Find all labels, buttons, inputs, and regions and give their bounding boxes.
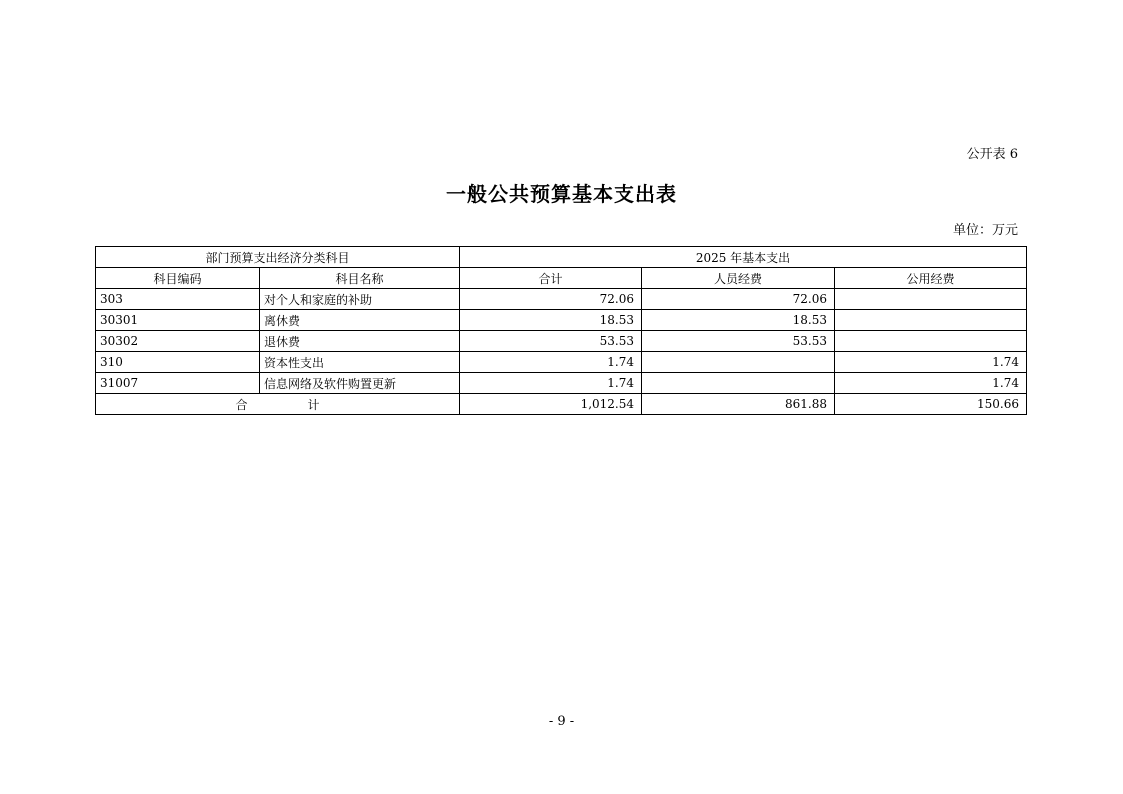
row-total: 53.53 — [460, 331, 642, 352]
row-public — [835, 289, 1027, 310]
form-number: 公开表 6 — [966, 147, 1018, 162]
header-personnel: 人员经费 — [642, 268, 835, 289]
unit-label: 单位：万元 — [952, 223, 1018, 238]
header-classification: 部门预算支出经济分类科目 — [96, 247, 460, 268]
row-name: 退休费 — [260, 331, 460, 352]
table-row — [96, 289, 1027, 310]
row-public — [835, 310, 1027, 331]
header-public: 公用经费 — [835, 268, 1027, 289]
row-personnel: 18.53 — [642, 310, 835, 331]
row-public — [835, 331, 1027, 352]
row-personnel: 72.06 — [642, 289, 835, 310]
header-code: 科目编码 — [96, 268, 260, 289]
row-total: 72.06 — [460, 289, 642, 310]
totals-label-left: 合 — [235, 397, 248, 412]
header-total: 合计 — [460, 268, 642, 289]
row-code: 303 — [96, 289, 260, 310]
budget-table — [95, 246, 1027, 415]
row-personnel: 53.53 — [642, 331, 835, 352]
page-title: 一般公共预算基本支出表 — [446, 182, 677, 206]
row-name: 信息网络及软件购置更新 — [260, 373, 460, 394]
row-total: 18.53 — [460, 310, 642, 331]
header-column-row — [96, 268, 1027, 289]
row-total: 1.74 — [460, 352, 642, 373]
row-personnel — [642, 373, 835, 394]
row-public: 1.74 — [835, 352, 1027, 373]
page-number: - 9 - — [548, 714, 575, 729]
row-public: 1.74 — [835, 373, 1027, 394]
header-basic-expenditure: 2025 年基本支出 — [460, 247, 1027, 268]
row-name: 资本性支出 — [260, 352, 460, 373]
row-name: 离休费 — [260, 310, 460, 331]
totals-label — [96, 394, 460, 415]
row-code: 30302 — [96, 331, 260, 352]
table-row — [96, 373, 1027, 394]
row-personnel — [642, 352, 835, 373]
totals-total: 1,012.54 — [460, 394, 642, 415]
totals-public: 150.66 — [835, 394, 1027, 415]
table-row — [96, 352, 1027, 373]
header-name: 科目名称 — [260, 268, 460, 289]
row-name: 对个人和家庭的补助 — [260, 289, 460, 310]
totals-label-right: 计 — [307, 397, 320, 412]
totals-row — [96, 394, 1027, 415]
header-group-row — [96, 247, 1027, 268]
table-row — [96, 331, 1027, 352]
totals-personnel: 861.88 — [642, 394, 835, 415]
row-total: 1.74 — [460, 373, 642, 394]
row-code: 31007 — [96, 373, 260, 394]
row-code: 30301 — [96, 310, 260, 331]
table-row — [96, 310, 1027, 331]
row-code: 310 — [96, 352, 260, 373]
